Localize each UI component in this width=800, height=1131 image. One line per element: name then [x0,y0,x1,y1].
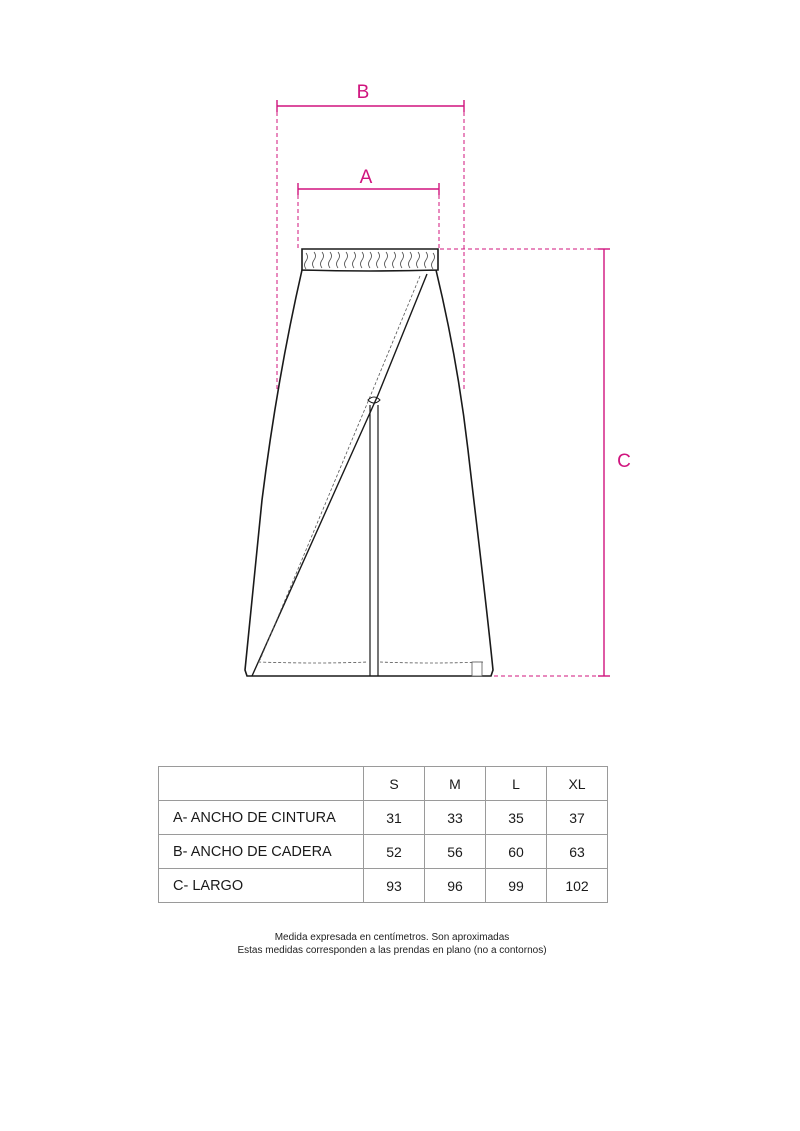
dimension-b-label: B [356,82,370,103]
table-cell: 35 [486,801,547,835]
row-label-hip: B- ANCHO DE CADERA [159,835,364,869]
size-header-row [159,767,608,801]
table-cell: 37 [547,801,608,835]
table-cell: 102 [547,869,608,903]
row-label-waist: A- ANCHO DE CINTURA [159,801,364,835]
note-flat-measure: Estas medidas corresponden a las prendas en plano (no a contornos) [237,945,547,956]
skirt-outline [245,270,493,676]
table-row [159,801,608,835]
care-label-tag [472,662,482,676]
size-table [158,766,608,903]
size-header-m: M [425,767,486,801]
table-cell: 56 [425,835,486,869]
dimension-a-label: A [359,167,373,188]
size-header-xl: XL [547,767,608,801]
row-label-length: C- LARGO [159,869,364,903]
table-row [159,869,608,903]
dimension-c-label: C [617,451,631,472]
table-cell: 93 [364,869,425,903]
size-header-s: S [364,767,425,801]
table-cell: 31 [364,801,425,835]
note-units: Medida expresada en centímetros. Son aproximadas [274,932,510,943]
measurement-notes [0,931,784,957]
dimension-a [298,183,439,249]
table-cell: 96 [425,869,486,903]
table-cell: 33 [425,801,486,835]
table-cell: 52 [364,835,425,869]
table-cell: 63 [547,835,608,869]
table-cell: 99 [486,869,547,903]
table-row [159,835,608,869]
table-cell: 60 [486,835,547,869]
size-header-l: L [486,767,547,801]
header-corner-cell [159,767,364,801]
